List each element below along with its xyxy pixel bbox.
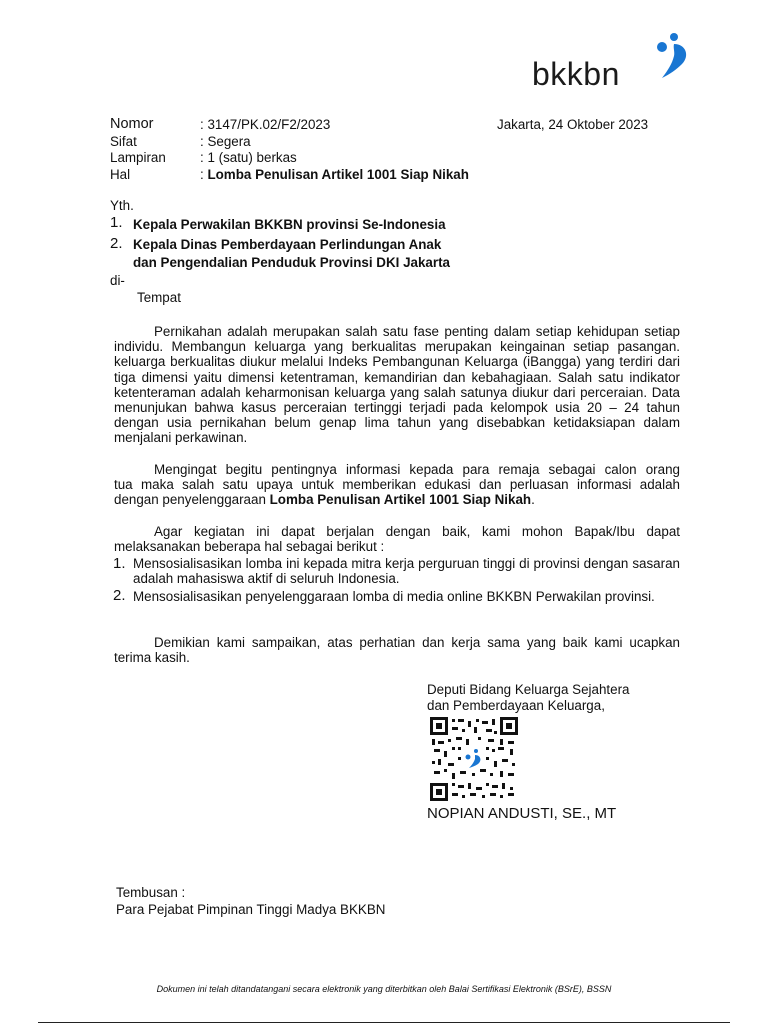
addressee-1: Kepala Perwakilan BKKBN provinsi Se-Indonesia [133, 217, 446, 232]
tempat-label: Tempat [137, 290, 181, 305]
list-num-2: 2. [113, 587, 126, 604]
paragraph-2-line2: tua maka salah satu upaya untuk memberikan edukasi dan perluasan informasi adalah [114, 477, 680, 493]
addressee-num-2: 2. [110, 235, 123, 252]
signatory-name: NOPIAN ANDUSTI, SE., MT [427, 805, 617, 822]
signatory-title-1: Deputi Bidang Keluarga Sejahtera [427, 682, 630, 697]
list-num-1: 1. [113, 555, 126, 572]
addressee-num-1: 1. [110, 214, 123, 231]
logo-wordmark: bkkbn [532, 56, 620, 92]
label-nomor: Nomor [110, 116, 154, 132]
value-lampiran: : 1 (satu) berkas [200, 150, 297, 165]
value-nomor: : 3147/PK.02/F2/2023 [200, 117, 331, 132]
signatory-title-2: dan Pemberdayaan Keluarga, [427, 698, 605, 713]
value-sifat: : Segera [200, 134, 251, 149]
paragraph-2 [114, 462, 680, 508]
paragraph-2-line1: Mengingat begitu pentingnya informasi kepada para remaja sebagai calon orang [154, 462, 680, 477]
label-hal: Hal [110, 167, 131, 182]
paragraph-4: Demikian kami sampaikan, atas perhatian dan kerja sama yang baik kami ucapkan terima kasih. [114, 635, 680, 666]
label-sifat: Sifat [110, 134, 137, 149]
footer-divider [38, 1022, 730, 1023]
list-item-2: Mensosialisasikan penyelenggaraan lomba di media online BKKBN Perwakilan provinsi. [133, 589, 655, 604]
tembusan-recipient: Para Pejabat Pimpinan Tinggi Madya BKKBN [116, 902, 386, 917]
signature-qr-code [430, 717, 518, 801]
label-lampiran: Lampiran [110, 150, 166, 165]
list-item-1: Mensosialisasikan lomba ini kepada mitra kerja perguruan tinggi di provinsi dengan sasaran adalah mahasiswa aktif di seluruh Indonesia. [133, 556, 680, 587]
paragraph-2-suffix: . [531, 492, 535, 508]
hal-colon: : [200, 167, 208, 182]
paragraph-1: Pernikahan adalah merupakan salah satu fase penting dalam setiap kehidupan setiap individu. Membangun keluarga yang berkualitas merupakan keingainan setiap pasangan. keluarga berkualitas diukur melalui Indeks Pembangunan Keluarga (iBangga) yang terdiri dari tiga dimensi yaitu dimensi ketentraman, kemandirian dan kebahagiaan. Salah satu indikator ketenteraman adalah keharmonisan keluarga yang salah satunya diukur dari perceraian. Data menunjukan bahwa kasus perceraian tertinggi terjadi pada kelompok usia 20 – 24 tahun dengan usia pernikahan belum genap lima tahun yang disebabkan ketidaksiapan dalam menjalani perkawinan. [114, 324, 680, 446]
esign-footer-note: Dokumen ini telah ditandatangani secara elektronik yang diterbitkan oleh Balai Sertifikasi Elektronik (BSrE), BSSN [156, 984, 612, 994]
letter-date: Jakarta, 24 Oktober 2023 [497, 117, 649, 132]
yth-label: Yth. [110, 198, 134, 213]
bkkbn-logo [532, 32, 692, 98]
tembusan-label: Tembusan : [116, 885, 186, 900]
di-label: di- [110, 273, 125, 288]
paragraph-2-line3 [114, 492, 680, 507]
hal-subject: Lomba Penulisan Artikel 1001 Siap Nikah [207, 167, 469, 182]
paragraph-2-prefix: dengan penyelenggaraan [114, 492, 270, 508]
bkkbn-mark-icon [652, 32, 692, 82]
competition-name: Lomba Penulisan Artikel 1001 Siap Nikah [269, 492, 532, 508]
paragraph-3: Agar kegiatan ini dapat berjalan dengan baik, kami mohon Bapak/Ibu dapat melaksanakan beberapa hal sebagai berikut : [114, 524, 680, 555]
value-hal [200, 167, 469, 182]
addressee-2-line2: dan Pengendalian Penduduk Provinsi DKI Jakarta [133, 255, 450, 270]
addressee-2-line1: Kepala Dinas Pemberdayaan Perlindungan Anak [133, 237, 442, 252]
